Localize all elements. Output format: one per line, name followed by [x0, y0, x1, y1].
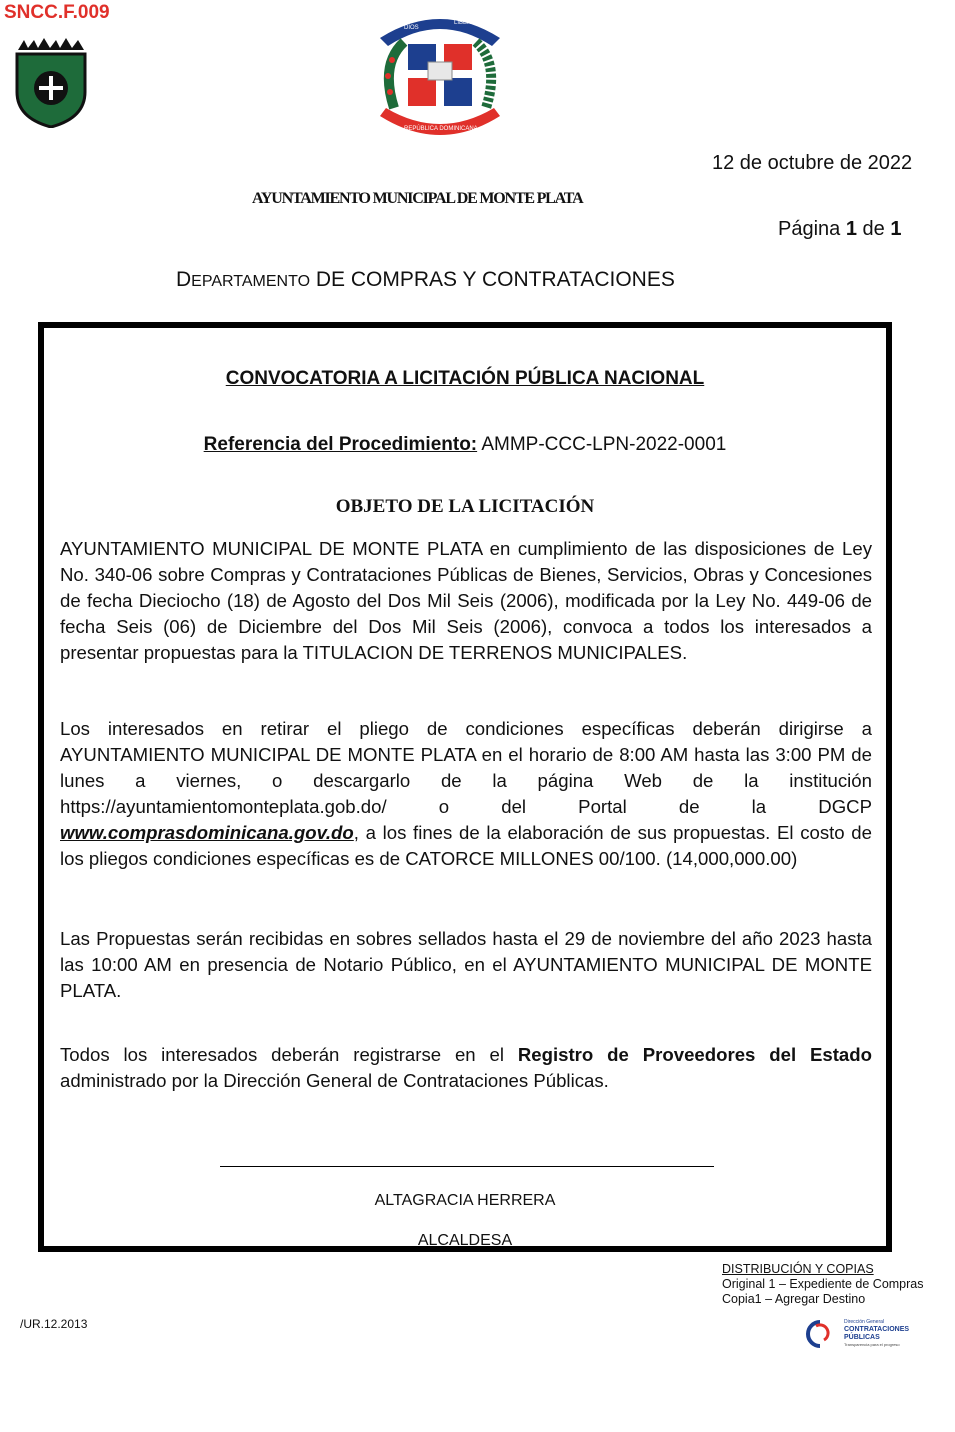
signer-role: ALCALDESA	[417, 1232, 513, 1249]
reference-label: Referencia del Procedimiento:	[203, 434, 478, 455]
page-number	[778, 218, 901, 241]
municipal-shield-logo	[14, 38, 88, 128]
document-date: 12 de octubre de 2022	[712, 152, 913, 174]
form-code: SNCC.F.009	[4, 2, 110, 23]
page-total: 1	[890, 218, 902, 240]
distribution-line-1: Original 1 – Expediente de Compras	[722, 1277, 924, 1291]
coat-motto-libertad: LIBERTAD	[454, 20, 483, 26]
signature-line	[220, 1166, 714, 1167]
distribution-block	[722, 1262, 924, 1307]
dgcp-logo	[802, 1316, 912, 1352]
page-label: Página	[778, 218, 841, 240]
dgcp-line-1: Dirección General	[844, 1319, 885, 1325]
notice-title: CONVOCATORIA A LICITACIÓN PÚBLICA NACIONAL	[225, 368, 705, 389]
coat-motto-dios: DIOS	[404, 25, 419, 31]
reference-value: AMMP-CCC-LPN-2022-0001	[477, 434, 727, 455]
department-prefix	[176, 268, 310, 291]
p2-text-after: , a los fines de la elaboración de sus propuestas. El costo de los pliegos condiciones específicas es de CATORCE MILLONES 00/100. (14,000,000.00)	[60, 822, 872, 869]
dgcp-tagline: Transparencia para el progreso	[844, 1342, 900, 1347]
paragraph-reception: Las Propuestas serán recibidas en sobres sellados hasta el 29 de noviembre del año 2023 hasta las 10:00 AM en presencia de Notario Público, en el AYUNTAMIENTO MUNICIPAL DE MONTE PLATA.	[60, 928, 872, 1001]
coat-motto-patria: PATRIA	[428, 15, 449, 21]
paragraph-pliego	[60, 716, 872, 872]
dgcp-line-3: PÚBLICAS	[844, 1334, 880, 1341]
department-rest: DE COMPRAS Y CONTRATACIONES	[315, 268, 675, 291]
paragraph-object: AYUNTAMIENTO MUNICIPAL DE MONTE PLATA en cumplimiento de las disposiciones de Ley No. 340-06 sobre Compras y Contrataciones Públicas de Bienes, Servicios, Obras y Concesiones de fecha Dieciocho (18) de Agosto del Dos Mil Seis (2006), modificada por la Ley No. 449-06 de fecha Seis (06) de Diciembre del Dos Mil Seis (2006), convoca a todos los interesados a presentar propuestas para la TITULACION DE TERRENOS MUNICIPALES.	[60, 538, 872, 663]
compras-dominicana-link[interactable]: www.comprasdominicana.gov.do	[60, 822, 354, 843]
p4-text-before: Todos los interesados deberán registrarse en el	[60, 1044, 518, 1065]
department-title	[176, 268, 675, 292]
registry-name: Registro de Proveedores del Estado	[517, 1044, 872, 1065]
paragraph-registry	[60, 1042, 872, 1094]
form-revision: /UR.12.2013	[20, 1317, 88, 1331]
distribution-heading: DISTRIBUCIÓN Y COPIAS	[722, 1262, 874, 1276]
page-current: 1	[845, 218, 857, 240]
coat-motto-republica: REPÚBLICA DOMINICANA	[404, 126, 478, 132]
page-sep: de	[862, 218, 885, 240]
department-prefix-smallcaps: DEPARTAMENTO	[176, 268, 311, 291]
p2-text-before: Los interesados en retirar el pliego de condiciones específicas deberán dirigirse a AYUNTAMIENTO MUNICIPAL DE MONTE PLATA en el horario de 8:00 AM hasta las 3:00 PM de lunes a viernes, o descargarlo de la página Web de la institución https://ayuntamientomonteplata.gob.do/ o del Portal de la DGCP	[60, 718, 872, 817]
object-heading: OBJETO DE LA LICITACIÓN	[335, 496, 595, 517]
dgcp-line-2: CONTRATACIONES	[844, 1326, 910, 1333]
signer-name: ALTAGRACIA HERRERA	[374, 1192, 556, 1209]
distribution-line-2: Copia1 – Agregar Destino	[722, 1292, 866, 1306]
municipality-title: AYUNTAMIENTO MUNICIPAL DE MONTE PLATA	[252, 190, 583, 207]
coat-of-arms	[360, 4, 520, 156]
procedure-reference	[44, 434, 886, 456]
notice-box	[38, 322, 892, 1252]
p4-text-after: administrado por la Dirección General de Contrataciones Públicas.	[60, 1070, 609, 1091]
